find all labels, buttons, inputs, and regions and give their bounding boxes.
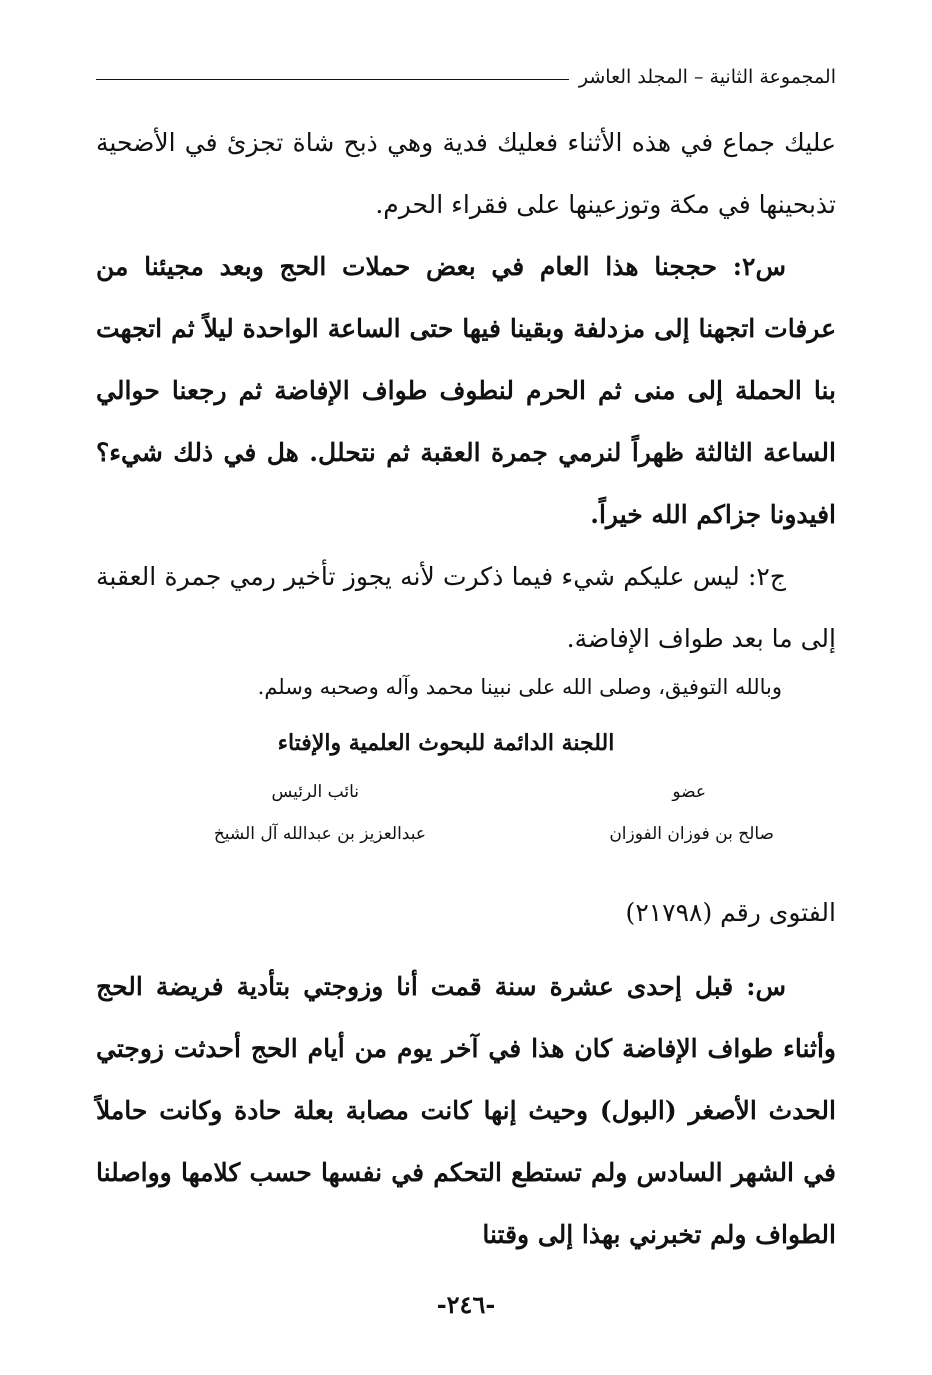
header-rule — [96, 79, 569, 80]
page-number: -٢٤٦- — [436, 1290, 496, 1319]
question-2-text — [96, 236, 836, 546]
closing-blessing: وبالله التوفيق، وصلى الله على نبينا محمد وآله وصحبه وسلم. — [257, 675, 782, 699]
signatory-role-member: عضو — [672, 782, 706, 802]
running-title: المجموعة الثانية – المجلد العاشر — [578, 66, 836, 88]
question-3-body: س: قبل إحدى عشرة سنة قمت أنا وزوجتي بتأدية فريضة الحج وأثناء طواف الإفاضة كان هذا في آخر يوم من أيام الحج أحدثت زوجتي الحدث الأصغر (البول) وحيث إنها كانت مصابة بعلة حادة وكانت حاملاً في الشهر السادس ولم تستطع التحكم في نفسها حسب كلامها وواصلنا الطواف ولم تخبرني بهذا إلى وقتنا — [96, 972, 836, 1249]
signatory-role-vice-president: نائب الرئيس — [271, 782, 359, 802]
answer-1-text: عليك جماع في هذه الأثناء فعليك فدية وهي ذبح شاة تجزئ في الأضحية تذبحينها في مكة وتوزعينها على فقراء الحرم. — [96, 128, 836, 219]
question-3-text — [96, 956, 836, 1266]
question-2-body: س٢: حججنا هذا العام في بعض حملات الحج وبعد مجيئنا من عرفات اتجهنا إلى مزدلفة وبقينا فيها حتى الساعة الواحدة ليلاً ثم اتجهت بنا الحملة إلى منى ثم الحرم لنطوف طواف الإفاضة ثم رجعنا حوالي الساعة الثالثة ظهراً لنرمي جمرة العقبة ثم نتحلل. هل في ذلك شيء؟ افيدونا جزاكم الله خيراً. — [96, 252, 837, 529]
question-3 — [96, 956, 836, 1266]
answer-2-body: ج٢: ليس عليكم شيء فيما ذكرت لأنه يجوز تأخير رمي جمرة العقبة إلى ما بعد طواف الإفاضة. — [96, 562, 836, 653]
answer-2 — [96, 546, 836, 670]
signatory-name-member: صالح بن فوزان الفوزان — [609, 824, 774, 844]
committee-name: اللجنة الدائمة للبحوث العلمية والإفتاء — [277, 730, 615, 756]
answer-2-text — [96, 546, 836, 670]
running-header — [96, 62, 836, 92]
question-2 — [96, 236, 836, 546]
answer-continuation — [96, 112, 836, 236]
fatwa-number: الفتوى رقم (٢١٧٩٨) — [625, 898, 836, 927]
signatory-name-vice-president: عبدالعزيز بن عبدالله آل الشيخ — [213, 824, 426, 844]
